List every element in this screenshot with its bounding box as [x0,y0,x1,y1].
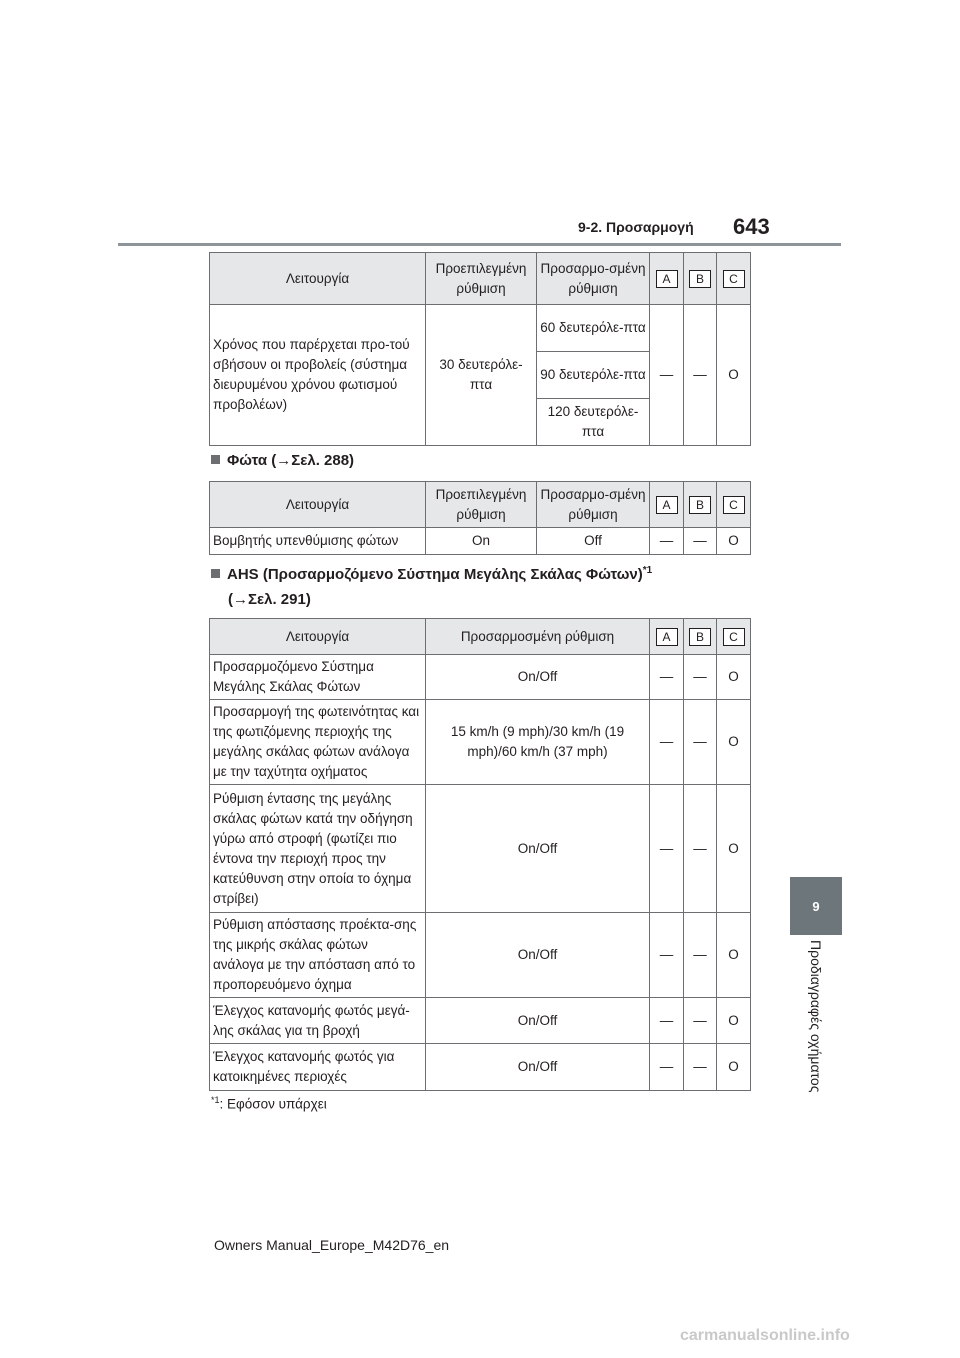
col-b [684,619,717,655]
cell-b: — [684,655,717,700]
heading-ahs [211,565,652,583]
cell-c: O [717,998,751,1044]
cell-c: O [717,785,751,913]
label-c: C [723,496,745,514]
cell-c: O [717,913,751,998]
table-row [210,1044,751,1091]
section-title: 9-2. Προσαρμογή [578,219,694,235]
col-custom: Προσαρμο-σμένη ρύθμιση [537,482,650,528]
cell-c: O [717,305,751,446]
cell-b: — [684,305,717,446]
cell-a: — [650,1044,684,1091]
cell-function: Έλεγχος κατανομής φωτός για κατοικημένες περιοχές [210,1044,426,1091]
label-c: C [723,628,745,646]
footnote-text: : Εφόσον υπάρχει [219,1096,327,1112]
watermark: carmanualsonline.info [680,1327,850,1344]
cell-custom: On/Off [426,655,650,700]
page-number: 643 [733,214,770,239]
table-row [210,655,751,700]
heading-lights [211,452,354,469]
label-c: C [723,270,745,288]
heading-ahs-ref: (→Σελ. 291) [228,591,311,608]
col-c [717,619,751,655]
bullet-square [211,569,220,578]
cell-custom: Off [537,528,650,555]
col-b [684,253,717,305]
cell-option-3: 120 δευτερόλε-πτα [537,399,650,446]
col-function: Λειτουργία [210,253,426,305]
cell-c: O [717,1044,751,1091]
cell-function: Βομβητής υπενθύμισης φώτων [210,528,426,555]
cell-function: Ρύθμιση έντασης της μεγάλης σκάλας φώτων κατά την οδήγηση γύρω από στροφή (φωτίζει πιο έντονα την περιοχή προς την κατεύθυνση στην οποία το όχημα στρίβει) [210,785,426,913]
heading-ahs-text: AHS (Προσαρμοζόμενο Σύστημα Μεγάλης Σκάλας Φώτων) [227,566,643,583]
label-b: B [689,628,711,646]
cell-default: On [426,528,537,555]
heading-ahs-sup: *1 [642,565,653,576]
col-custom: Προσαρμοσμένη ρύθμιση [426,619,650,655]
col-a [650,482,684,528]
cell-function: Ρύθμιση απόστασης προέκτα-σης της μικρής σκάλας φώτων ανάλογα με την απόσταση από το προπορευόμενο όχημα [210,913,426,998]
col-a [650,619,684,655]
col-a [650,253,684,305]
cell-c: O [717,655,751,700]
cell-a: — [650,528,684,555]
cell-default: 30 δευτερόλε-πτα [426,305,537,446]
col-c [717,482,751,528]
cell-b: — [684,785,717,913]
label-a: A [656,270,678,288]
label-a: A [656,628,678,646]
table-ahs [209,618,751,1091]
label-b: B [689,496,711,514]
label-b: B [689,270,711,288]
chapter-tab: 9 [790,877,842,935]
col-default: Προεπιλεγμένη ρύθμιση [426,482,537,528]
col-function: Λειτουργία [210,619,426,655]
cell-a: — [650,655,684,700]
bullet-square [211,455,220,464]
table-headlights-timer [209,252,751,446]
table-row [210,785,751,913]
table-row [210,700,751,785]
cell-option-2: 90 δευτερόλε-πτα [537,352,650,399]
footnote-marker: *1 [211,1095,220,1105]
col-default: Προεπιλεγμένη ρύθμιση [426,253,537,305]
cell-custom: On/Off [426,998,650,1044]
cell-a: — [650,785,684,913]
cell-a: — [650,913,684,998]
cell-a: — [650,305,684,446]
cell-custom: On/Off [426,785,650,913]
table-row [210,913,751,998]
col-custom: Προσαρμο-σμένη ρύθμιση [537,253,650,305]
col-b [684,482,717,528]
cell-b: — [684,998,717,1044]
footnote [211,1095,327,1112]
cell-custom: On/Off [426,913,650,998]
cell-option-1: 60 δευτερόλε-πτα [537,305,650,352]
cell-function: Προσαρμοζόμενο Σύστημα Μεγάλης Σκάλας Φώτων [210,655,426,700]
cell-c: O [717,700,751,785]
cell-function: Προσαρμογή της φωτεινότητας και της φωτιζόμενης περιοχής της μεγάλης σκάλας φώτων ανάλογα με την ταχύτητα οχήματος [210,700,426,785]
cell-b: — [684,913,717,998]
table-lights [209,481,751,555]
col-c [717,253,751,305]
table-row [210,998,751,1044]
footer-text: Owners Manual_Europe_M42D76_en [214,1237,450,1253]
cell-a: — [650,700,684,785]
label-a: A [656,496,678,514]
chapter-side-title-text: Προδιαγραφές οχήματος [808,940,824,1093]
cell-custom: 15 km/h (9 mph)/30 km/h (19 mph)/60 km/h (37 mph) [426,700,650,785]
chapter-side-title [798,940,838,1140]
cell-function: Χρόνος που παρέρχεται προ-τού σβήσουν οι προβολείς (σύστημα διευρυμένου χρόνου φωτισμού προβολέων) [210,305,426,446]
col-function: Λειτουργία [210,482,426,528]
cell-b: — [684,1044,717,1091]
heading-lights-text: Φώτα (→Σελ. 288) [227,452,355,469]
header-rule [118,243,841,246]
cell-function: Έλεγχος κατανομής φωτός μεγά-λης σκάλας για τη βροχή [210,998,426,1044]
cell-custom: On/Off [426,1044,650,1091]
cell-b: — [684,528,717,555]
cell-c: O [717,528,751,555]
cell-b: — [684,700,717,785]
cell-a: — [650,998,684,1044]
